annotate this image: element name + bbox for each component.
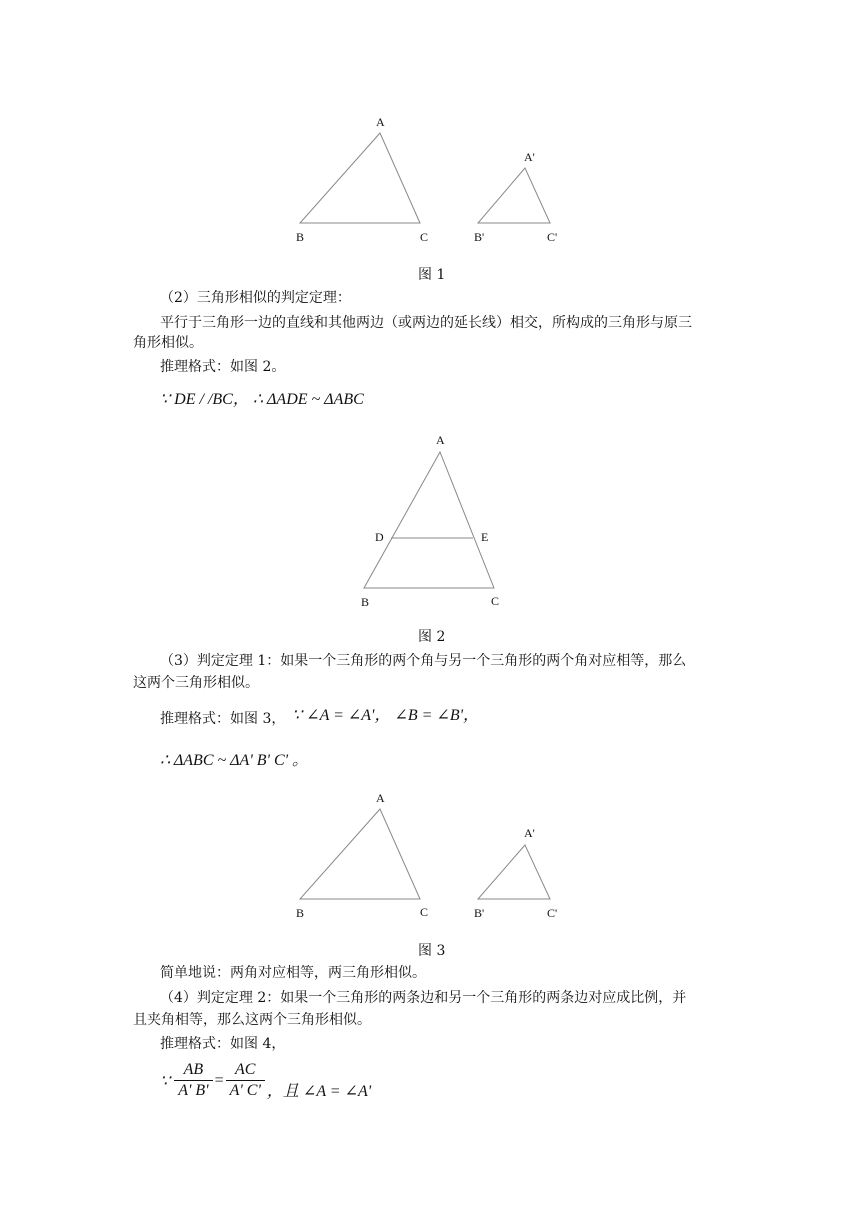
- label-b: B: [296, 230, 305, 244]
- equals-sign: =: [214, 1071, 224, 1089]
- section-3-line2: 这两个三角形相似。: [133, 675, 259, 691]
- section-3-format: 推理格式：如图 3，: [160, 711, 286, 727]
- section-2-body-line2: 角形相似。: [133, 335, 203, 351]
- label-c-prime: C': [547, 230, 558, 244]
- label-b-prime: B': [474, 230, 485, 244]
- section-2-body-line1: 平行于三角形一边的直线和其他两边（或两边的延长线）相交，所构成的三角形与原三: [160, 315, 692, 331]
- section-4-line1: （4）判定定理 2：如果一个三角形的两条边和另一个三角形的两条边对应成比例，并: [160, 990, 687, 1006]
- section-4-line2: 且夹角相等，那么这两个三角形相似。: [133, 1012, 371, 1028]
- section-3-formula-b: ∴ ΔABC ~ ΔA' B' C' 。: [160, 752, 309, 769]
- label-a-prime: A': [524, 150, 535, 164]
- section-2-format: 推理格式：如图 2。: [160, 359, 286, 375]
- section-3-summary: 简单地说：两角对应相等，两三角形相似。: [160, 965, 426, 981]
- label-d: D: [375, 530, 384, 544]
- fraction-ab-numerator: AB: [174, 1060, 212, 1081]
- section-4-formula: [160, 1060, 371, 1101]
- fraction-ac-numerator: AC: [226, 1060, 265, 1081]
- section-3-line1: （3）判定定理 1：如果一个三角形的两个角与另一个三角形的两个角对应相等，那么: [160, 653, 687, 669]
- fraction-ab-denominator: A' B': [178, 1082, 209, 1099]
- because-symbol: ∵: [160, 1072, 171, 1090]
- label-b-prime: B': [474, 906, 485, 920]
- figure-2-caption: 图 2: [418, 629, 446, 645]
- label-a: A: [376, 791, 385, 805]
- label-a: A: [436, 433, 445, 447]
- figure-1-caption: 图 1: [418, 267, 446, 283]
- section-4-format: 推理格式：如图 4，: [160, 1036, 286, 1052]
- label-b: B: [296, 906, 305, 920]
- label-c: C: [491, 594, 500, 608]
- figure-3-caption: 图 3: [418, 943, 446, 959]
- label-b: B: [361, 595, 370, 609]
- triangle-a2b2c2-fig3: [478, 845, 550, 899]
- triangle-abc-fig3: [300, 809, 420, 899]
- section-2-formula: ∵ DE / /BC， ∴ ΔADE ~ ΔABC: [160, 391, 364, 408]
- label-a-prime: A': [524, 826, 535, 840]
- fraction-ac-denominator: A' C': [229, 1082, 261, 1099]
- angle-condition: ，且 ∠A = ∠A': [266, 1083, 372, 1100]
- section-2-heading: （2）三角形相似的判定定理：: [160, 290, 351, 306]
- label-c: C: [420, 230, 429, 244]
- fraction-ab: [174, 1060, 212, 1101]
- fraction-ac: [226, 1060, 265, 1101]
- section-3-formula-a: ∵ ∠A = ∠A'， ∠B = ∠B'，: [292, 707, 480, 724]
- label-a: A: [376, 115, 385, 129]
- label-e: E: [481, 530, 489, 544]
- label-c-prime: C': [547, 906, 558, 920]
- label-c: C: [420, 905, 429, 919]
